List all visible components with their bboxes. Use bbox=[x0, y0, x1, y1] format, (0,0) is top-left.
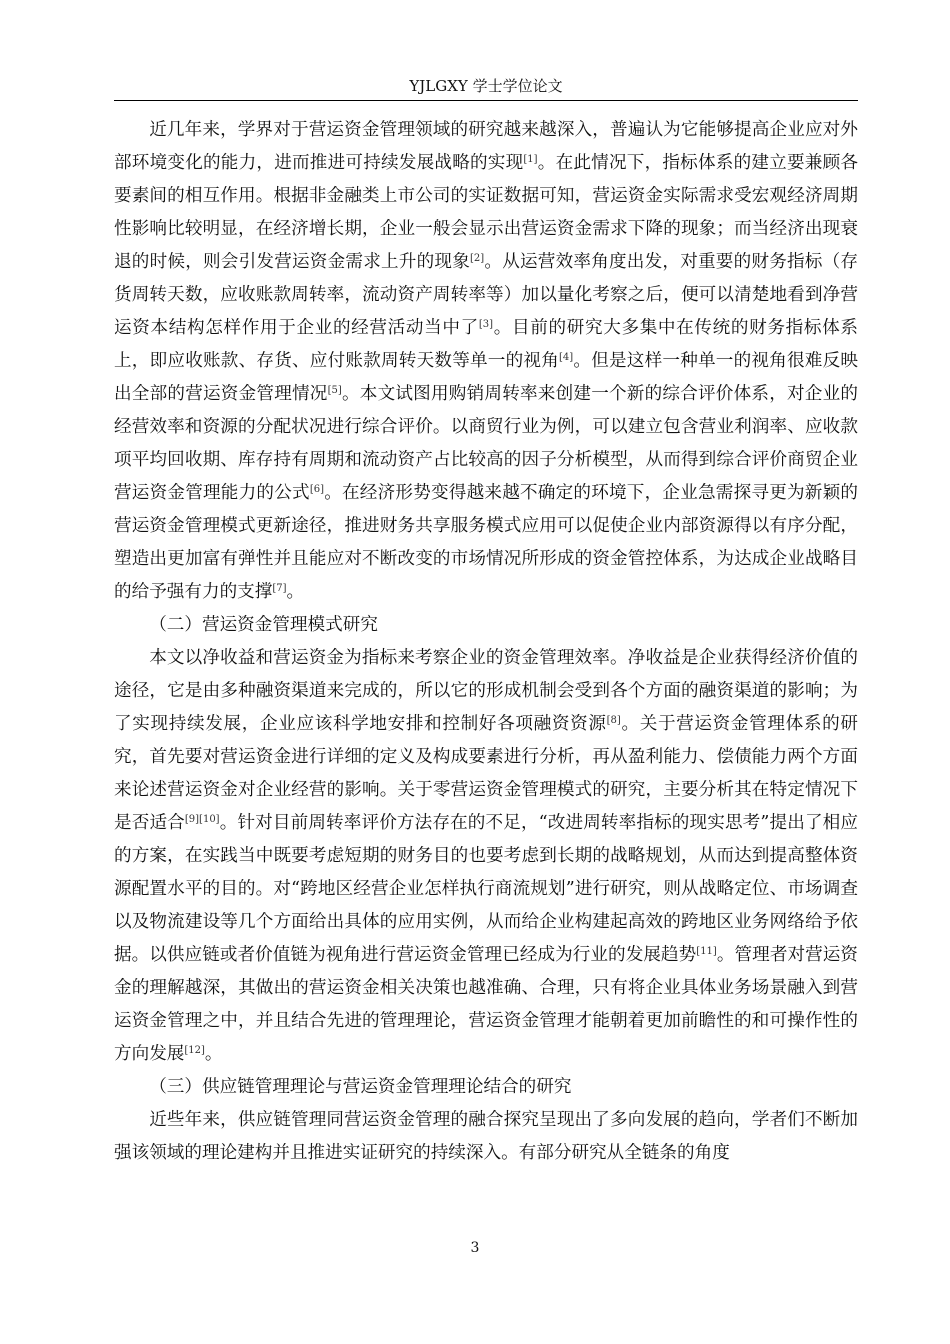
section-heading-management-mode: （二）营运资金管理模式研究 bbox=[149, 615, 378, 635]
citation-8: [8] bbox=[606, 715, 621, 726]
body-text: 。 bbox=[286, 582, 305, 602]
citation-9-10: [9][10] bbox=[184, 814, 220, 825]
body-text: 本文以净收益和营运资金为指标来考察企业的资金管理效率。净收益是企业获得经济价值的途径，它是由多种融资渠道来完成的，所以它的形成机制会受到各个方面的融资渠道的影响；为了实现持续发展，企业应该科学地安排和控制好各项融资资源 bbox=[114, 648, 858, 734]
header-rule bbox=[114, 100, 858, 101]
citation-3: [3] bbox=[478, 319, 494, 330]
body-text: 。管理者对营运资金的理解越深，其做出的营运资金相关决策也越准确、合理，只有将企业具体业务场景融入到营运资金管理之中，并且结合先进的管理理论，营运资金管理才能朝着更加前瞻性的和可操作性的方向发展 bbox=[114, 945, 858, 1064]
body-text: 近几年来，学界对于营运资金管理领域的研究越来越深入，普遍认为它能够提高企业应对外部环境变化的能力，进而推进可持续发展战略的实现 bbox=[114, 120, 858, 173]
body-text: 。关于营运资金管理体系的研究，首先要对营运资金进行详细的定义及构成要素进行分析，再从盈利能力、偿债能力两个方面来论述营运资金对企业经营的影响。关于零营运资金管理模式的研究，主要分析其在特定情况下是否适合 bbox=[114, 714, 858, 833]
body-text: 。在此情况下，指标体系的建立要兼顾各要素间的相互作用。根据非金融类上市公司的实证数据可知，营运资金实际需求受宏观经济周期性影响比较明显，在经济增长期，企业一般会显示出营运资金需求下降的现象；而当经济出现衰退的时候，则会引发营运资金需求上升的现象 bbox=[114, 153, 858, 272]
citation-1: [1] bbox=[523, 154, 538, 165]
paragraph-management-mode bbox=[114, 642, 858, 1071]
citation-5: [5] bbox=[327, 385, 342, 396]
section-heading-supply-chain: （三）供应链管理理论与营运资金管理理论结合的研究 bbox=[149, 1077, 572, 1097]
citation-11: [11] bbox=[696, 946, 717, 957]
citation-6: [6] bbox=[309, 484, 324, 495]
running-header: YJLGXY 学士学位论文 bbox=[409, 77, 563, 95]
citation-7: [7] bbox=[272, 583, 287, 594]
citation-4: [4] bbox=[559, 352, 574, 363]
citation-2: [2] bbox=[470, 253, 485, 264]
body-text: 。针对目前周转率评价方法存在的不足，“改进周转率指标的现实思考”提出了相应的方案，在实践当中既要考虑短期的财务目的也要考虑到长期的战略规划，从而达到提高整体资源配置水平的目的。对“跨地区经营企业怎样执行商流规划”进行研究，则从战略定位、市场调查以及物流建设等几个方面给出具体的应用实例，从而给企业构建起高效的跨地区业务网络给予依据。以供应链或者价值链为视角进行营运资金管理已经成为行业的发展趋势 bbox=[114, 813, 858, 965]
paragraph-supply-chain: 近些年来，供应链管理同营运资金管理的融合探究呈现出了多向发展的趋向，学者们不断加强该领域的理论建构并且推进实证研究的持续深入。有部分研究从全链条的角度 bbox=[114, 1110, 858, 1163]
body-text: 。目前的研究大多集中在传统的财务指标体系上，即应收账款、存货、应付账款周转天数等单一的视角 bbox=[114, 318, 858, 371]
citation-12: [12] bbox=[184, 1045, 205, 1056]
body-text: 。本文试图用购销周转率来创建一个新的综合评价体系，对企业的经营效率和资源的分配状况进行综合评价。以商贸行业为例，可以建立包含营业利润率、应收款项平均回收期、库存持有周期和流动资产占比较高的因子分析模型，从而得到综合评价商贸企业营运资金管理能力的公式 bbox=[114, 384, 858, 503]
body-text: 。 bbox=[204, 1044, 223, 1064]
page-number: 3 bbox=[470, 1240, 480, 1256]
body-text: 。从运营效率角度出发，对重要的财务指标（存货周转天数，应收账款周转率，流动资产周转率等）加以量化考察之后，便可以清楚地看到净营运资本结构怎样作用于企业的经营活动当中了 bbox=[114, 252, 858, 338]
paragraph-literature-review bbox=[114, 114, 858, 609]
page-body bbox=[114, 114, 858, 1170]
body-text: 。但是这样一种单一的视角很难反映出全部的营运资金管理情况 bbox=[114, 351, 858, 404]
body-text: 。在经济形势变得越来越不确定的环境下，企业急需探寻更为新颖的营运资金管理模式更新途径，推进财务共享服务模式应用可以促使企业内部资源得以有序分配，塑造出更加富有弹性并且能应对不断改变的市场情况所形成的资金管控体系，为达成企业战略目的给予强有力的支撑 bbox=[114, 483, 858, 602]
